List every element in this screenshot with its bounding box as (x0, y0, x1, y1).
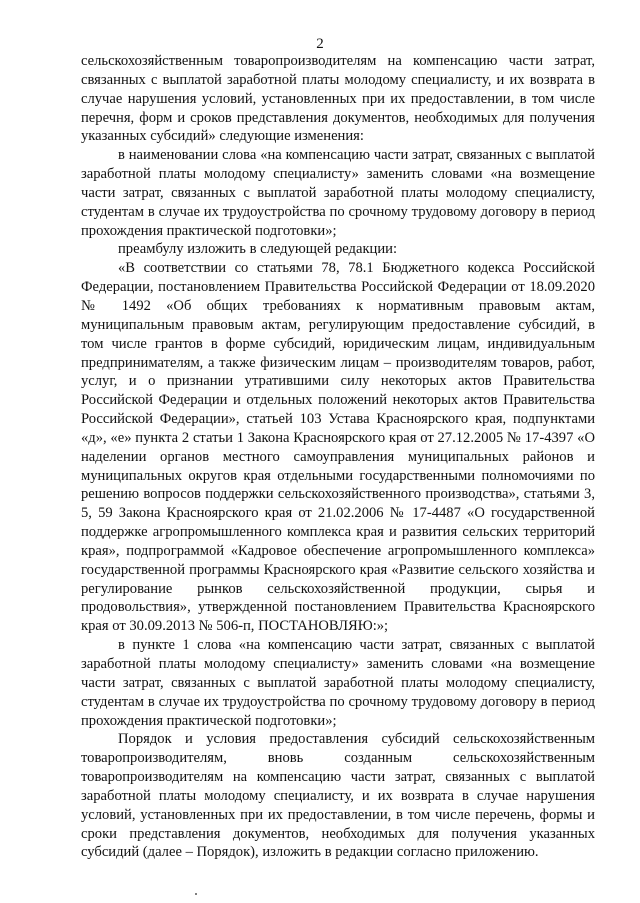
paragraph-preamble-text: «В соответствии со статьями 78, 78.1 Бюджетного кодекса Российской Федерации, постановлением Правительства Российской Федерации от 18.09.2020 № 1492 «Об общих требованиях к нормативным правовым актам, муниципальным правовым актам, регулирующим предоставление субсидий, в том числе грантов в форме субсидий, юридическим лицам, индивидуальным предпринимателям, а также физическим лицам – производителям товаров, работ, услуг, и о признании утратившими силу некоторых актов Правительства Российской Федерации и отдельных положений некоторых актов Правительства Российской Федерации», статьей 103 Устава Красноярского края, подпунктами «д», «е» пункта 2 статьи 1 Закона Красноярского края от 27.12.2005 № 17-4397 «О наделении органов местного самоуправления муниципальных районов и муниципальных округов края отдельными государственными полномочиями по решению вопросов поддержки сельскохозяйственного производства», статьями 3, 5, 59 Закона Красноярского края от 21.02.2006 № 17-4487 «О государственной поддержке агропромышленного комплекса края и развития сельских территорий края», подпрограммой «Кадровое обеспечение агропромышленного комплекса» государственной программы Красноярского края «Развитие сельского хозяйства и регулирование рынков сельскохозяйственной продукции, сырья и продовольствия», утвержденной постановлением Правительства Красноярского края от 30.09.2013 № 506-п, ПОСТАНОВЛЯЮ:»; (81, 260, 595, 635)
page-number: 2 (316, 36, 324, 52)
paragraph-procedure: Порядок и условия предоставления субсидий сельскохозяйственным товаропроизводителям, вновь созданным сельскохозяйственным товаропроизводителям на компенсацию части затрат, связанных с выплатой заработной платы молодому специалисту, и их возврата в случае нарушения условий, установленных при их предоставлении, в том числе перечень, формы и сроки представления документов, необходимых для получения указанных субсидий (далее – Порядок), изложить в редакции согласно приложению. (81, 731, 595, 861)
scan-speck (195, 893, 197, 895)
paragraph-title-change: в наименовании слова «на компенсацию части затрат, связанных с выплатой заработной платы молодому специалисту» заменить словами «на возмещение части затрат, связанных с выплатой заработной платы молодому специалисту, студентам в случае их трудоустройства по срочному трудовому договору в период прохождения практической подготовки»; (81, 147, 595, 239)
paragraph-continuation: сельскохозяйственным товаропроизводителям на компенсацию части затрат, связанных с выплатой заработной платы молодому специалисту, и их возврата в случае нарушения условий, установленных при их предоставлении, в том числе перечня, форм и сроков представления документов, необходимых для получения указанных субсидий» следующие изменения: (81, 53, 595, 145)
paragraph-preamble-intro: преамбулу изложить в следующей редакции: (118, 241, 398, 258)
document-body (81, 52, 595, 862)
paragraph-point-1-change: в пункте 1 слова «на компенсацию части затрат, связанных с выплатой заработной платы молодому специалисту» заменить словами «на возмещение части затрат, связанных с выплатой заработной платы молодому специалисту, студентам в случае их трудоустройства по срочному трудовому договору в период прохождения практической подготовки»; (81, 637, 595, 729)
